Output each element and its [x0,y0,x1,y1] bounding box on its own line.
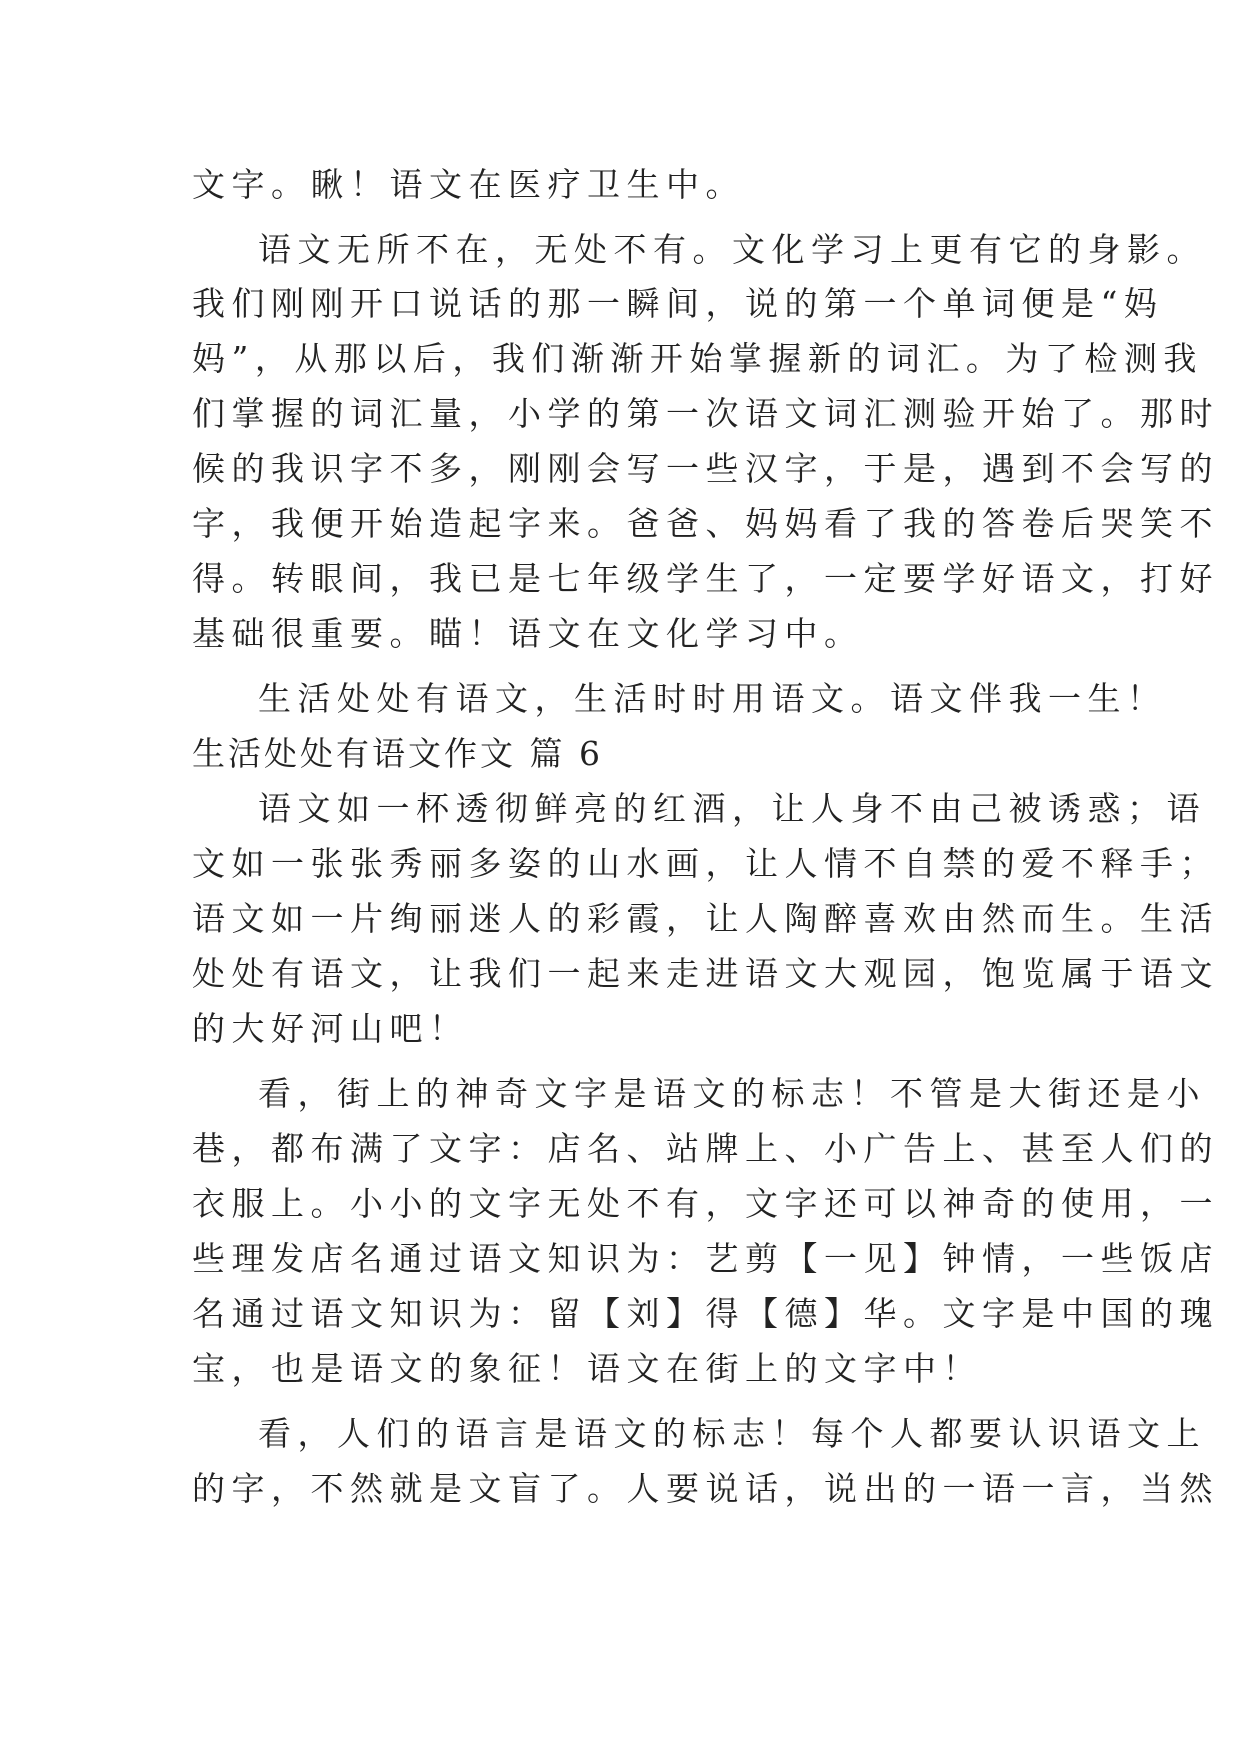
text-line: 得。转眼间，我已是七年级学生了，一定要学好语文，打好 [192,559,1219,598]
section-heading: 生活处处有语文作文 篇 6 [192,734,603,773]
text-line: 文如一张张秀丽多姿的山水画，让人情不自禁的爱不释手； [192,844,1219,883]
paragraph-first-line: 看，街上的神奇文字是语文的标志！不管是大街还是小 [258,1074,1206,1113]
text-line: 妈”，从那以后，我们渐渐开始掌握新的词汇。为了检测我 [192,339,1203,378]
text-line: 的字，不然就是文盲了。人要说话，说出的一语一言，当然 [192,1469,1219,1508]
text-line: 候的我识字不多，刚刚会写一些汉字，于是，遇到不会写的 [192,449,1219,488]
text-line: 们掌握的词汇量，小学的第一次语文词汇测验开始了。那时 [192,394,1219,433]
text-line: 衣服上。小小的文字无处不有，文字还可以神奇的使用，一 [192,1184,1219,1223]
text-line: 我们刚刚开口说话的那一瞬间，说的第一个单词便是“妈 [192,284,1164,323]
paragraph-first-line: 看，人们的语言是语文的标志！每个人都要认识语文上 [258,1414,1206,1453]
paragraph-first-line: 语文如一杯透彻鲜亮的红酒，让人身不由己被诱惑；语 [258,789,1206,828]
text-line: 些理发店名通过语文知识为：艺剪【一见】钟情，一些饭店 [192,1239,1219,1278]
text-line: 巷，都布满了文字：店名、站牌上、小广告上、甚至人们的 [192,1129,1219,1168]
paragraph-first-line: 生活处处有语文，生活时时用语文。语文伴我一生！ [258,679,1167,718]
paragraph-first-line: 语文无所不在，无处不有。文化学习上更有它的身影。 [258,230,1206,269]
text-line: 宝，也是语文的象征！语文在街上的文字中！ [192,1349,982,1388]
text-line: 基础很重要。瞄！语文在文化学习中。 [192,614,864,653]
text-line: 的大好河山吧！ [192,1009,469,1048]
text-line: 名通过语文知识为：留【刘】得【德】华。文字是中国的瑰 [192,1294,1219,1333]
text-line: 字，我便开始造起字来。爸爸、妈妈看了我的答卷后哭笑不 [192,504,1219,543]
text-line: 语文如一片绚丽迷人的彩霞，让人陶醉喜欢由然而生。生活 [192,899,1219,938]
text-line: 处处有语文，让我们一起来走进语文大观园，饱览属于语文 [192,954,1219,993]
text-line: 文字。瞅！语文在医疗卫生中。 [192,165,745,204]
